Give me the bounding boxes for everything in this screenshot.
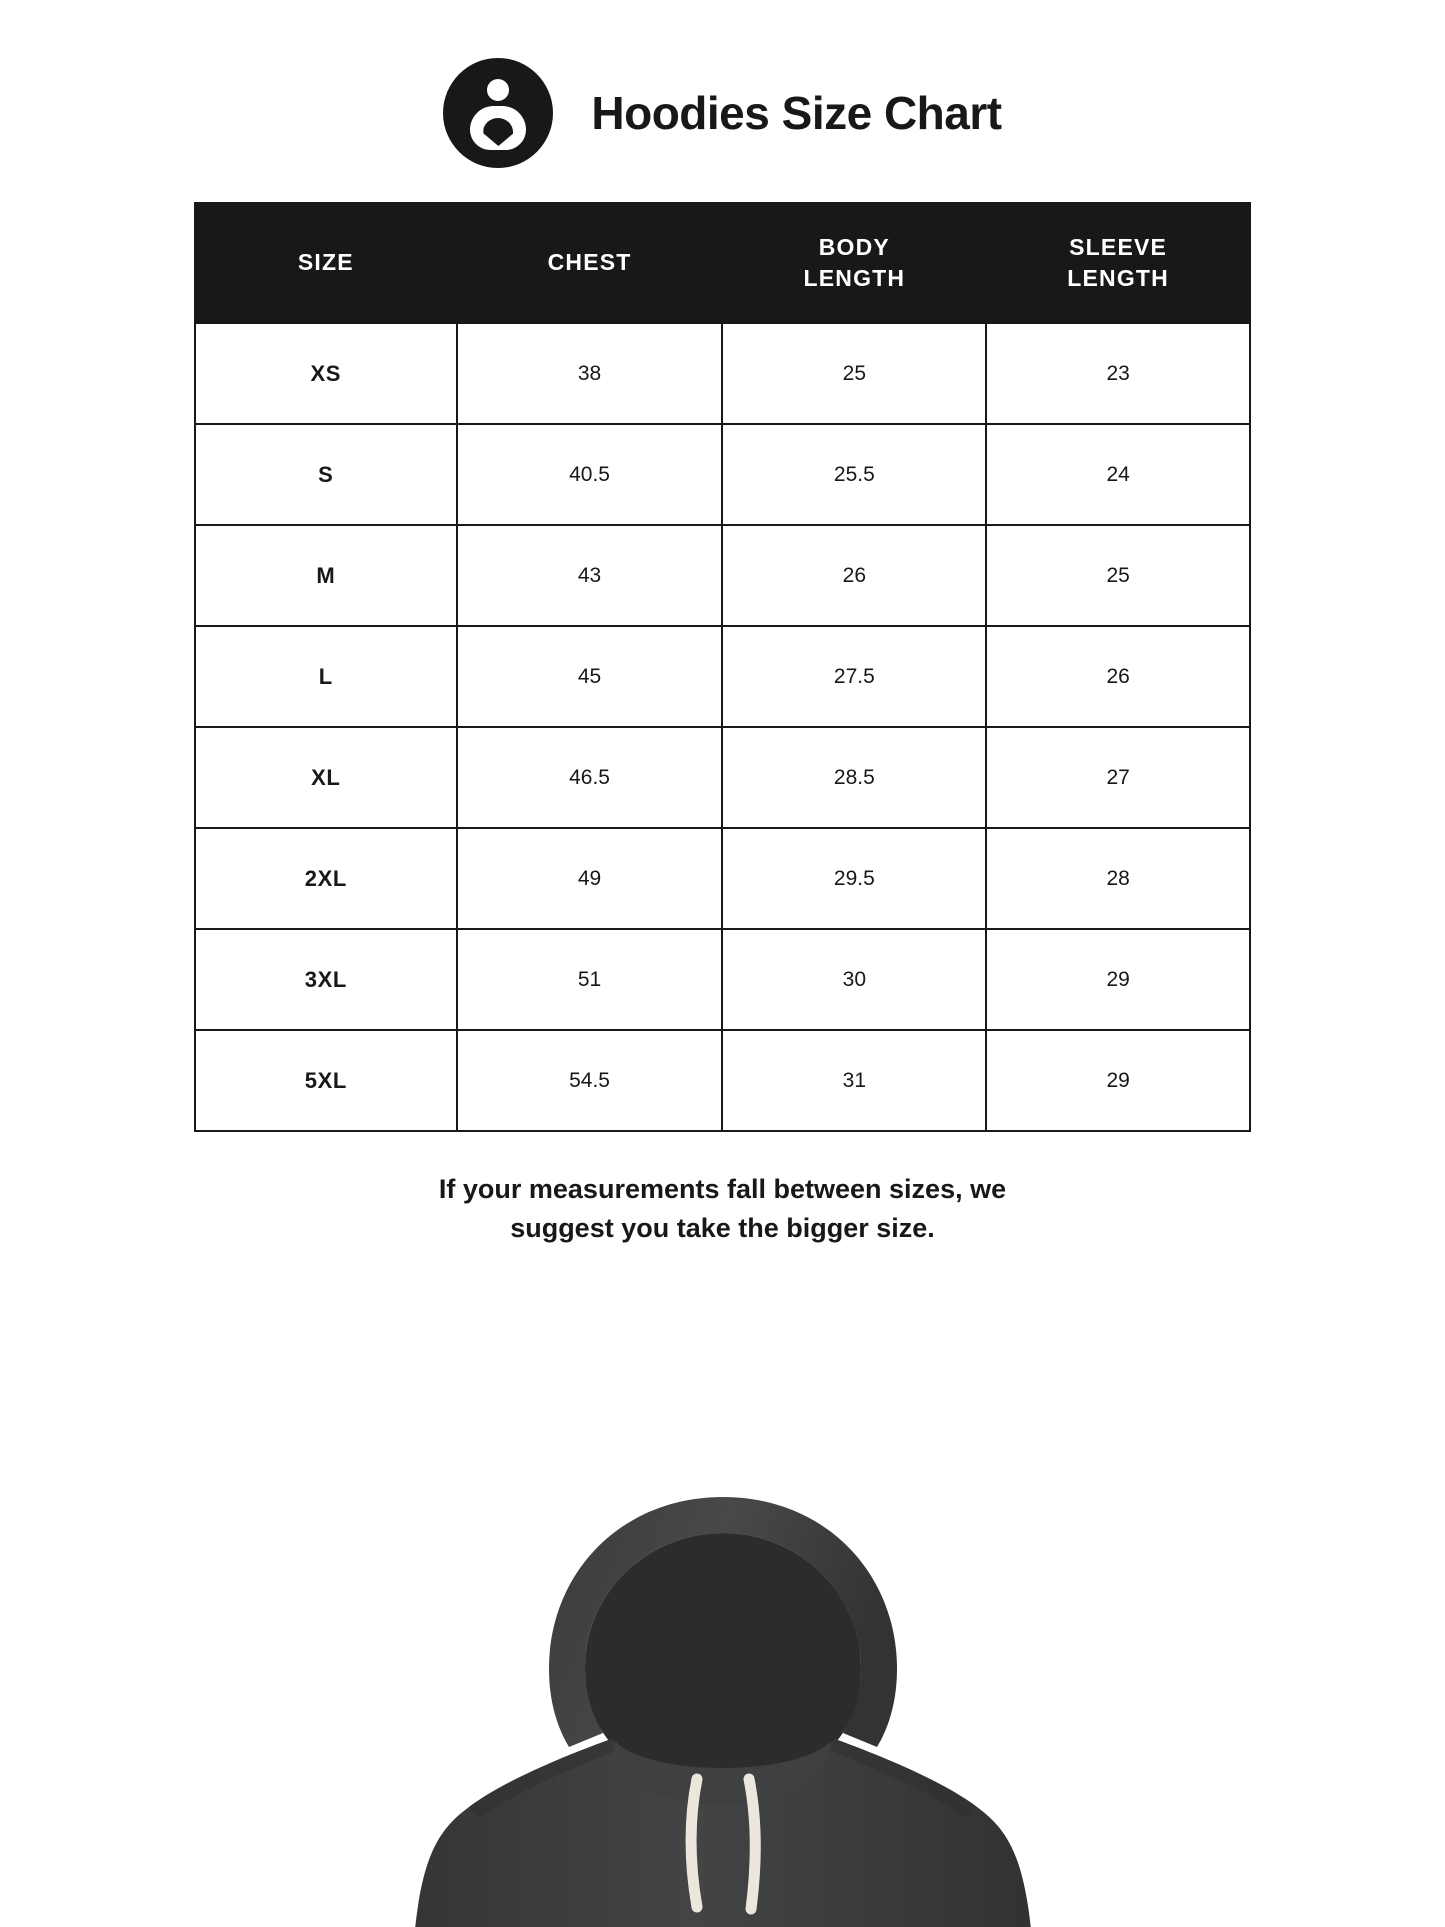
hoodie-illustration [353, 1489, 1093, 1927]
table-row [195, 626, 1250, 727]
size-table-wrapper [194, 202, 1251, 1132]
cell-chest: 51 [457, 929, 723, 1030]
cell-sleeve-length: 23 [986, 323, 1250, 424]
column-header-sleeve-length-line1: SLEEVE [1069, 233, 1168, 260]
cell-size: XS [195, 323, 457, 424]
cell-body-length: 29.5 [722, 828, 986, 929]
cell-body-length: 26 [722, 525, 986, 626]
cell-sleeve-length: 26 [986, 626, 1250, 727]
cell-chest: 49 [457, 828, 723, 929]
cell-body-length: 25.5 [722, 424, 986, 525]
table-header-row-group [195, 203, 1250, 323]
page-title: Hoodies Size Chart [591, 87, 1002, 139]
cell-chest: 45 [457, 626, 723, 727]
cell-body-length: 31 [722, 1030, 986, 1131]
cell-body-length: 25 [722, 323, 986, 424]
column-header-sleeve-length-line2: LENGTH [1067, 265, 1169, 291]
page-header [0, 0, 1445, 168]
cell-size: L [195, 626, 457, 727]
cell-size: M [195, 525, 457, 626]
logo-head-shape [487, 79, 509, 101]
size-chart-table [194, 202, 1251, 1132]
drawstring-right [749, 1779, 755, 1909]
table-row [195, 323, 1250, 424]
sizing-note [253, 1170, 1193, 1248]
cell-sleeve-length: 29 [986, 1030, 1250, 1131]
cell-chest: 43 [457, 525, 723, 626]
table-row [195, 424, 1250, 525]
cell-chest: 40.5 [457, 424, 723, 525]
column-header-size: SIZE [195, 203, 457, 323]
cell-size: XL [195, 727, 457, 828]
table-row [195, 525, 1250, 626]
column-header-body-length [722, 203, 986, 323]
cell-body-length: 30 [722, 929, 986, 1030]
cell-chest: 54.5 [457, 1030, 723, 1131]
cell-body-length: 28.5 [722, 727, 986, 828]
table-row [195, 1030, 1250, 1131]
hoodie-illustration-area [0, 1477, 1445, 1927]
cell-sleeve-length: 29 [986, 929, 1250, 1030]
sizing-note-line1: If your measurements fall between sizes, we [438, 1174, 1007, 1204]
column-header-sleeve-length [986, 203, 1250, 323]
cell-sleeve-length: 24 [986, 424, 1250, 525]
drawstring-left [691, 1779, 697, 1907]
table-body [195, 323, 1250, 1131]
brand-logo-icon [443, 58, 553, 168]
cell-chest: 38 [457, 323, 723, 424]
cell-size: 2XL [195, 828, 457, 929]
sizing-note-line2: suggest you take the bigger size. [510, 1213, 935, 1244]
cell-size: S [195, 424, 457, 525]
table-row [195, 929, 1250, 1030]
cell-sleeve-length: 25 [986, 525, 1250, 626]
cell-size: 3XL [195, 929, 457, 1030]
cell-chest: 46.5 [457, 727, 723, 828]
column-header-chest: CHEST [457, 203, 723, 323]
column-header-body-length-line2: LENGTH [803, 265, 906, 291]
column-header-body-length-line1: BODY [818, 233, 890, 260]
cell-sleeve-length: 28 [986, 828, 1250, 929]
table-header-row [195, 203, 1250, 323]
cell-size: 5XL [195, 1030, 457, 1131]
cell-body-length: 27.5 [722, 626, 986, 727]
table-row [195, 727, 1250, 828]
cell-sleeve-length: 27 [986, 727, 1250, 828]
table-row [195, 828, 1250, 929]
